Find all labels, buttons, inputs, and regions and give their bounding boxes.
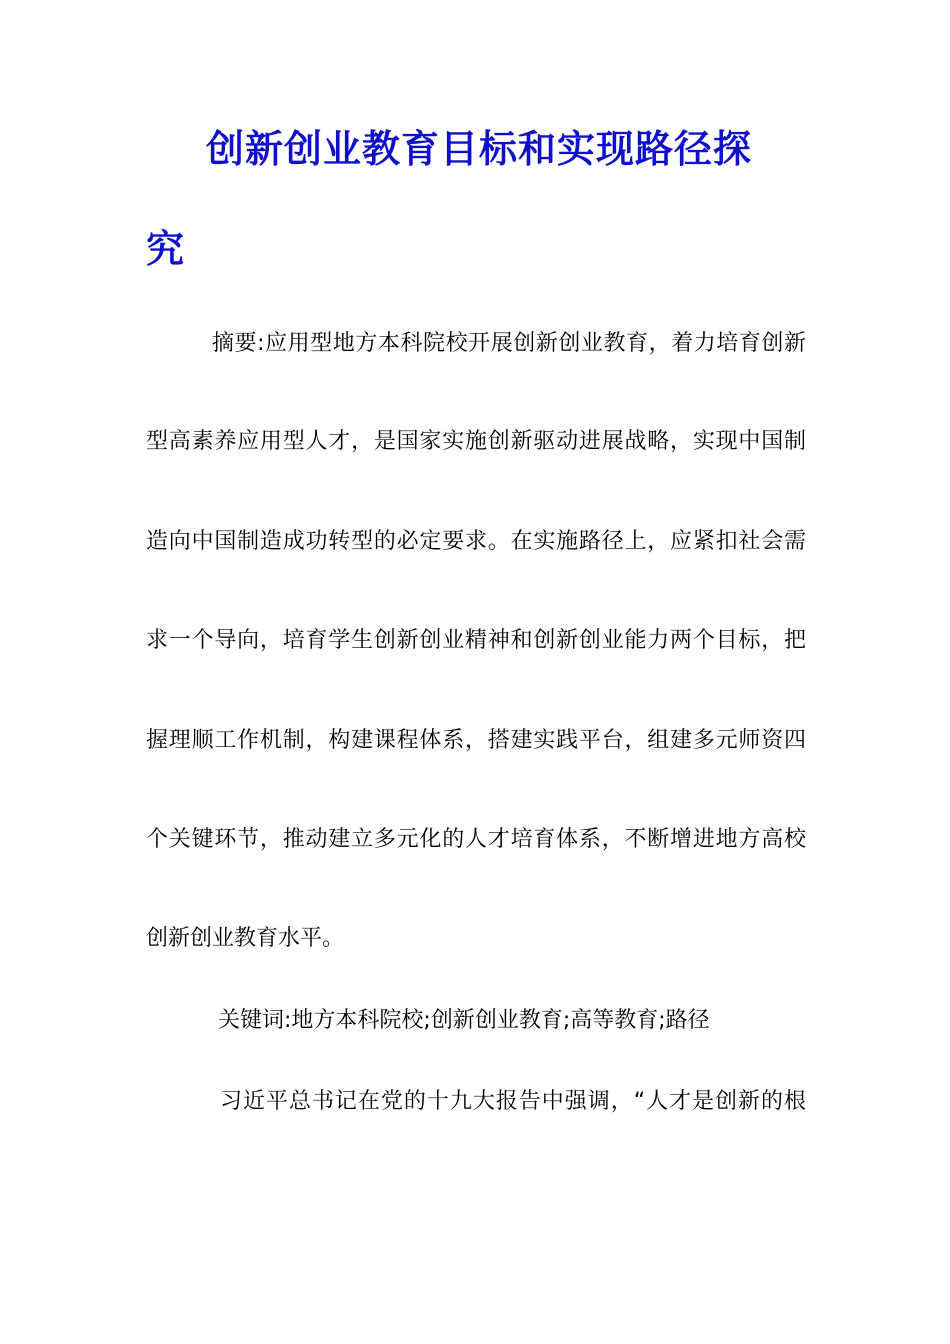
abstract-line: 求一个导向，培育学生创新创业精神和创新创业能力两个目标，把: [146, 628, 806, 653]
body-line: 习近平总书记在党的十九大报告中强调，“人才是创新的根: [220, 1089, 806, 1114]
document-title-line-2: 究: [146, 227, 186, 271]
abstract-line: 个关键环节，推动建立多元化的人才培育体系，不断增进地方高校: [146, 827, 806, 852]
keywords: 关键词:地方本科院校;创新创业教育;高等教育;路径: [218, 1008, 710, 1033]
abstract-line: 造向中国制造成功转型的必定要求。在实施路径上，应紧扣社会需: [146, 529, 806, 554]
document-title-line-1: 创新创业教育目标和实现路径探: [206, 127, 753, 171]
abstract-line: 握理顺工作机制，构建课程体系，搭建实践平台，组建多元师资四: [146, 728, 806, 753]
abstract-line: 型高素养应用型人才，是国家实施创新驱动进展战略，实现中国制: [146, 429, 806, 454]
abstract-line: 创新创业教育水平。: [146, 926, 345, 951]
abstract-line: 摘要:应用型地方本科院校开展创新创业教育，着力培育创新: [212, 331, 806, 356]
